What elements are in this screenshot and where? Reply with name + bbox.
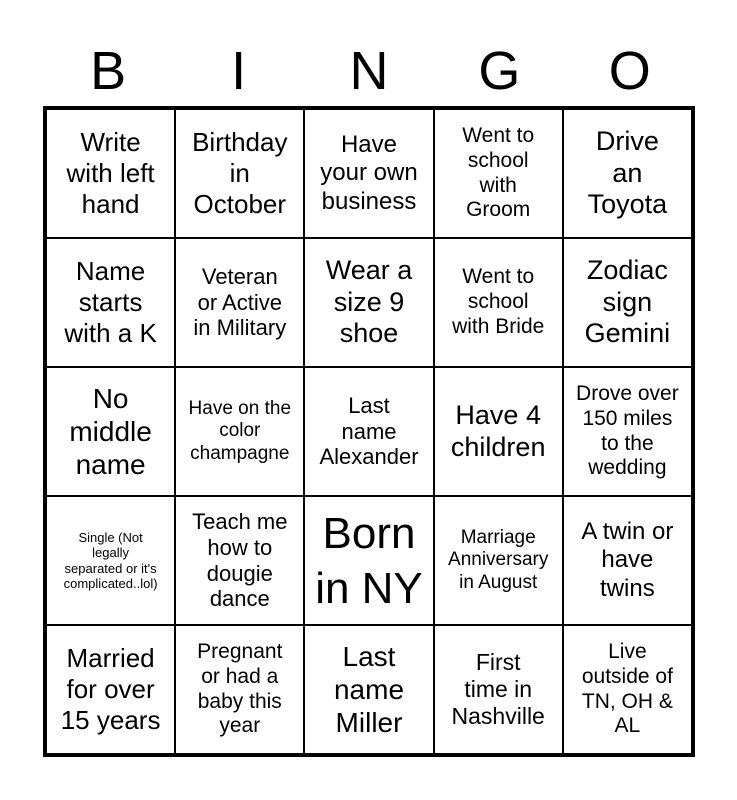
bingo-cell[interactable]: No middle name bbox=[46, 367, 175, 496]
bingo-header bbox=[43, 40, 695, 102]
bingo-cell[interactable]: Teach me how to dougie dance bbox=[175, 496, 304, 625]
bingo-cell[interactable]: Write with left hand bbox=[46, 109, 175, 238]
header-letter-n: N bbox=[349, 41, 389, 101]
bingo-cell[interactable]: Pregnant or had a baby this year bbox=[175, 625, 304, 754]
bingo-cell[interactable]: Name starts with a K bbox=[46, 238, 175, 367]
bingo-cell[interactable]: Marriage Anniversary in August bbox=[434, 496, 563, 625]
bingo-cell[interactable]: Live outside of TN, OH & AL bbox=[563, 625, 692, 754]
bingo-cell[interactable]: A twin or have twins bbox=[563, 496, 692, 625]
bingo-cell[interactable]: Wear a size 9 shoe bbox=[304, 238, 433, 367]
bingo-cell[interactable]: Have on the color champagne bbox=[175, 367, 304, 496]
bingo-cell[interactable]: Last name Miller bbox=[304, 625, 433, 754]
header-letter-o: O bbox=[608, 41, 651, 101]
bingo-cell[interactable]: First time in Nashville bbox=[434, 625, 563, 754]
bingo-cell[interactable]: Birthday in October bbox=[175, 109, 304, 238]
bingo-cell[interactable]: Have 4 children bbox=[434, 367, 563, 496]
header-letter-b: B bbox=[90, 41, 127, 101]
bingo-cell[interactable]: Married for over 15 years bbox=[46, 625, 175, 754]
bingo-cell[interactable]: Went to school with Bride bbox=[434, 238, 563, 367]
header-letter-g: G bbox=[478, 41, 521, 101]
bingo-cell[interactable]: Zodiac sign Gemini bbox=[563, 238, 692, 367]
bingo-cell[interactable]: Veteran or Active in Military bbox=[175, 238, 304, 367]
bingo-cell[interactable]: Single (Not legally separated or it's complicated..lol) bbox=[46, 496, 175, 625]
header-letter-i: I bbox=[231, 41, 247, 101]
bingo-cell[interactable]: Drove over 150 miles to the wedding bbox=[563, 367, 692, 496]
bingo-cell[interactable]: Drive an Toyota bbox=[563, 109, 692, 238]
bingo-cell[interactable]: Last name Alexander bbox=[304, 367, 433, 496]
bingo-board bbox=[43, 106, 695, 757]
bingo-cell[interactable]: Have your own business bbox=[304, 109, 433, 238]
bingo-cell-free[interactable]: Born in NY bbox=[304, 496, 433, 625]
bingo-cell[interactable]: Went to school with Groom bbox=[434, 109, 563, 238]
